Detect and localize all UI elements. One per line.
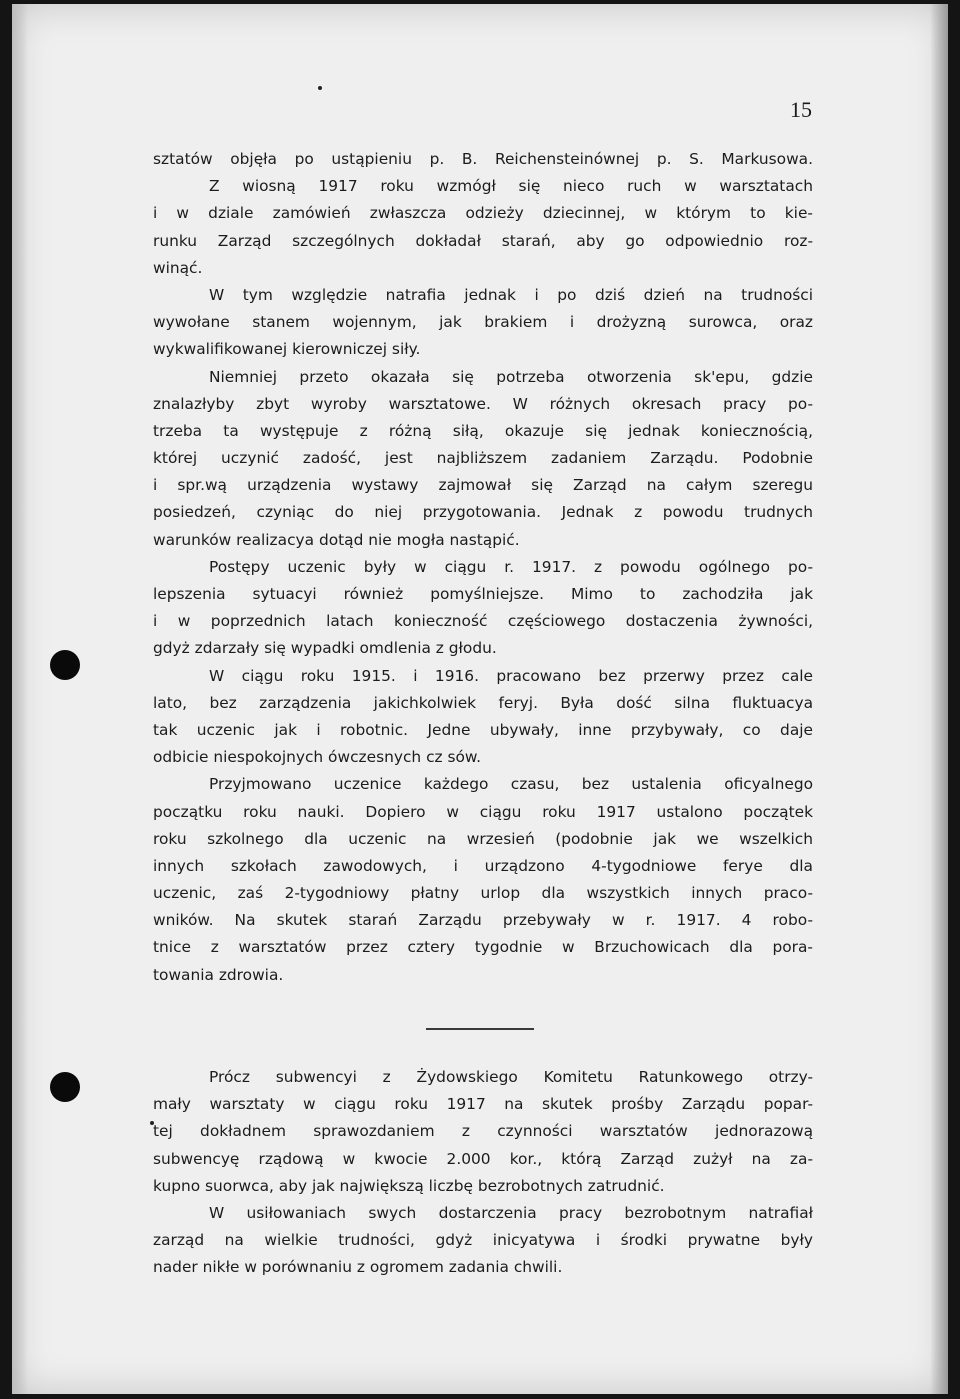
page-edge-shadow-left [12,4,28,1394]
text-line: kupno suorwca, aby jak największą liczbę bezrobotnych zatrudnić. [153,1176,665,1195]
text-line: innych szkołach zawodowych, i urządzono 4-tygodniowe ferye dla [153,856,813,875]
text-line: lato, bez zarządzenia jakichkolwiek feryj. Była dość silna fluktuacya [153,693,813,712]
text-line: odbicie niespokojnych ówczesnych cz sów. [153,748,481,767]
text-line: towania zdrowia. [153,965,284,984]
page-number: 15 [790,97,812,122]
text-line: roku szkolnego dla uczenic na wrzesień (podobnie jak we wszelkich [153,829,813,848]
page-edge-shadow-right [930,4,948,1394]
text-line: której uczynić zadość, jest najbliższem zadaniem Zarządu. Podobnie [153,449,813,468]
text-line: wykwalifikowanej kierowniczej siły. [153,340,421,359]
text-line: posiedzeń, czyniąc do niej przygotowania. Jednak z powodu trudnych [153,503,813,522]
text-line: W ciągu roku 1915. i 1916. pracowano bez przerwy przez cale [209,666,813,685]
section-separator-rule [426,1028,534,1030]
text-line: i w poprzednich latach konieczność częściowego dostaczenia żywności, [153,612,813,631]
text-line: nader nikłe w porównaniu z ogromem zadania chwili. [153,1258,563,1277]
text-line: tej dokładnem sprawozdaniem z czynności warsztatów jednorazową [153,1122,813,1141]
punch-hole-lower [50,1072,80,1102]
text-line: trzeba ta występuje z różną siłą, okazuje się jednak koniecznością, [153,421,813,440]
text-line: znalazłyby zbyt wyroby warsztatowe. W różnych okresach pracy po- [153,394,813,413]
text-line: winąć. [153,258,203,277]
text-line: mały warsztaty w ciągu roku 1917 na skutek prośby Zarządu popar- [153,1095,813,1114]
text-line: gdyż zdarzały się wypadki omdlenia z głodu. [153,639,497,658]
punch-hole-upper [50,650,80,680]
text-line: lepszenia sytuacyi również pomyślniejsze. Mimo to zachodziła jak [153,585,813,603]
text-line: zarząd na wielkie trudności, gdyż inicyatywa i środki prywatne były [153,1231,813,1250]
text-line: tnice z warsztatów przez cztery tygodnie w Brzuchowicach dla pora- [153,938,813,957]
dust-speck [318,86,322,90]
text-line: W tym względzie natrafia jednak i po dziś dzień na trudności [209,285,813,304]
text-line: subwencyę rządową w kwocie 2.000 kor., którą Zarząd zużył na za- [153,1149,813,1168]
text-line: runku Zarząd szczególnych dokładał starań, aby go odpowiednio roz- [153,231,813,250]
text-line: Z wiosną 1917 roku wzmógł się nieco ruch w warsztatach [209,177,813,196]
text-line: Postępy uczenic były w ciągu r. 1917. z powodu ogólnego po- [209,557,813,576]
text-line: i spr.wą urządzenia wystawy zajmował się Zarząd na całym szeregu [153,476,813,495]
text-line: warunków realizacya dotąd nie mogła nastąpić. [153,530,520,549]
text-line: początku roku nauki. Dopiero w ciągu roku 1917 ustalono początek [153,802,813,821]
text-line: Prócz subwencyi z Żydowskiego Komitetu Ratunkowego otrzy- [209,1068,813,1086]
body-text-section-2 [153,1064,813,1282]
text-line: W usiłowaniach swych dostarczenia pracy bezrobotnym natrafiał [209,1203,813,1222]
text-line: tak uczenic jak i robotnic. Jedne ubywały, inne przybywały, co daje [153,720,813,739]
text-line: wywołane stanem wojennym, jak brakiem i drożyzną surowca, oraz [153,313,813,332]
text-line: sztatów objęła po ustąpieniu p. B. Reichensteinównej p. S. Markusowa. [153,150,813,168]
text-line: wników. Na skutek starań Zarządu przebywały w r. 1917. 4 robo- [153,911,813,930]
text-line: uczenic, zaś 2-tygodniowy płatny urlop dla wszystkich innych praco- [153,884,813,903]
text-line: Niemniej przeto okazała się potrzeba otworzenia sk'epu, gdzie [209,367,813,386]
body-text-section-1 [153,146,813,989]
text-line: i w dziale zamówień zwłaszcza odzieży dziecinnej, w którym to kie- [153,204,813,223]
text-line: Przyjmowano uczenice każdego czasu, bez ustalenia oficyalnego [209,775,813,794]
